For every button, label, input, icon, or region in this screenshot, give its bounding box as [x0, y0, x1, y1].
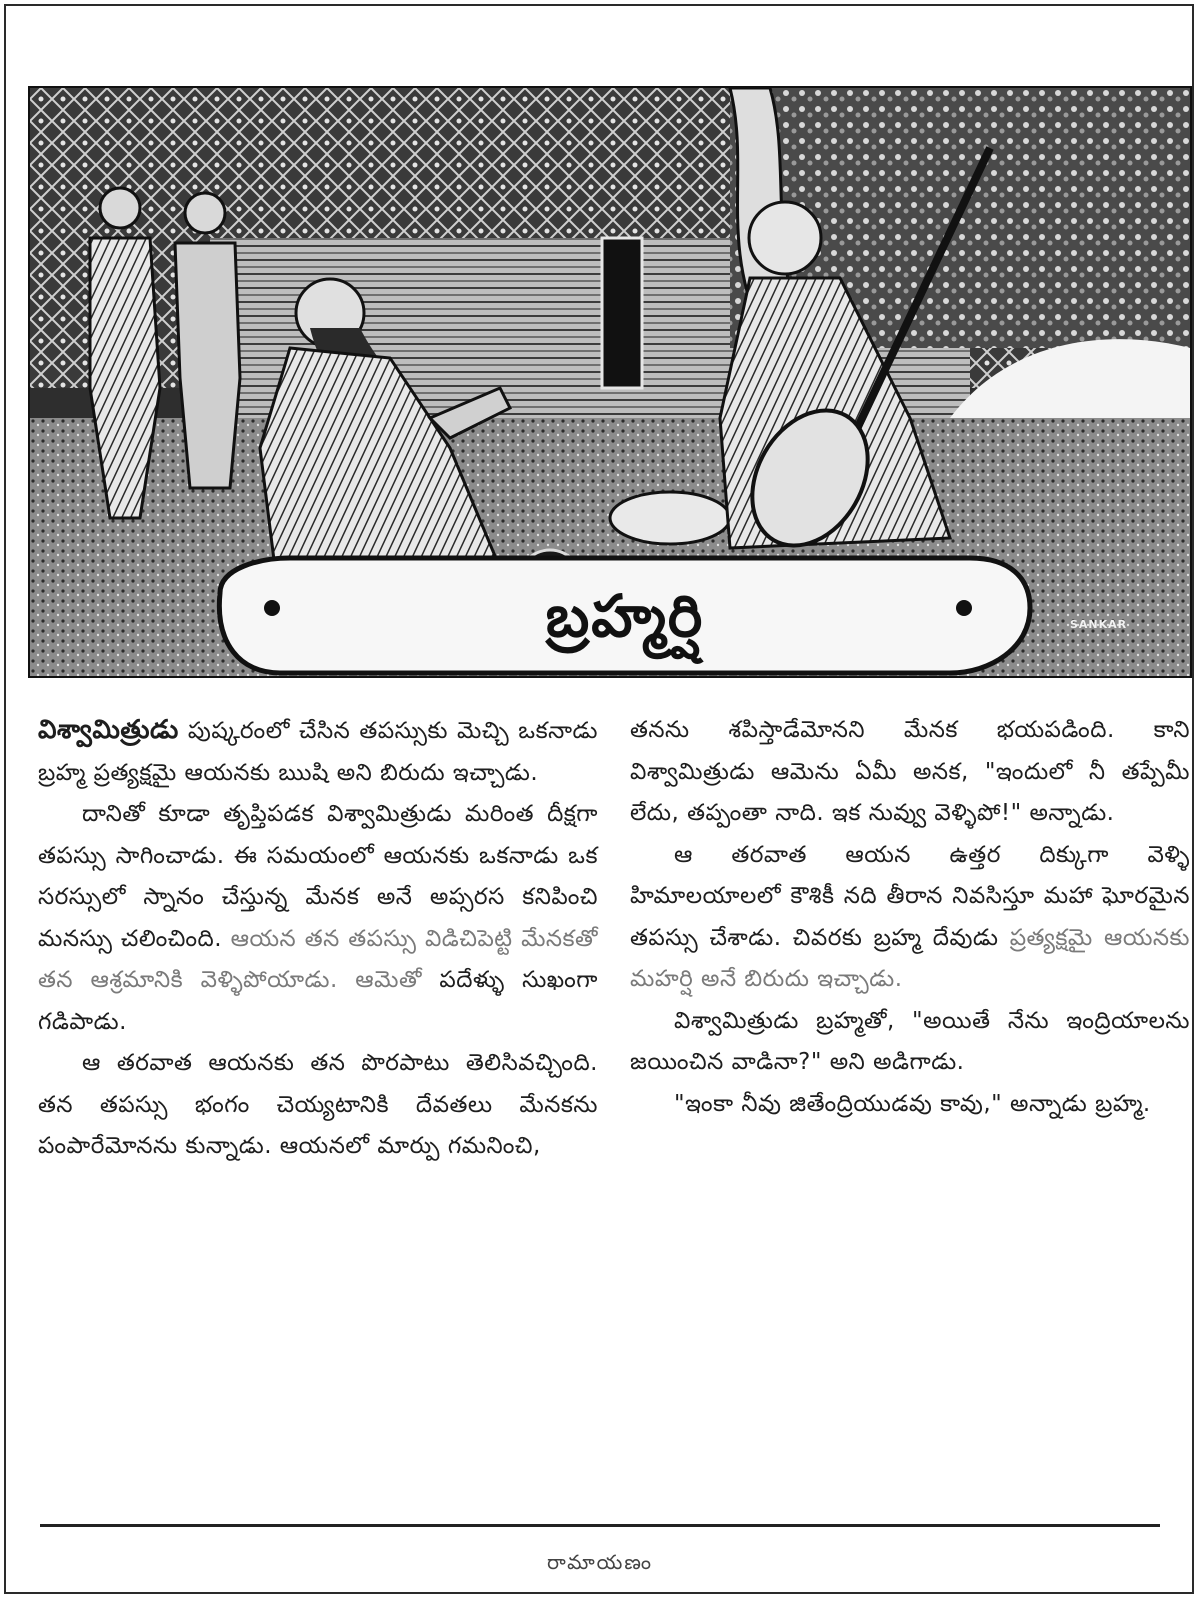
right-paragraph-1: తనను శపిస్తాడేమోనని మేనక భయపడింది. కాని విశ్వామిత్రుడు ఆమెను ఏమీ అనక, "ఇందులో నీ తప్పేమీ లేదు, తప్పంతా నాది. ఇక నువ్వు వెళ్ళిపో!" అన్నాడు.	[630, 717, 1190, 826]
left-paragraph-3: ఆ తరవాత ఆయనకు తన పొరపాటు తెలిసివచ్చింది. తన తపస్సు భంగం చెయ్యటానికి దేవతలు మేనకను పంపారేమోనను కున్నాడు. ఆయనలో మార్పు గమనించి,	[38, 1050, 598, 1159]
right-paragraph-2	[630, 835, 1190, 1001]
article-column-left	[38, 710, 598, 1168]
right-paragraph-3: విశ్వామిత్రుడు బ్రహ్మతో, "అయితే నేను ఇంద్రియాలను జయించిన వాడినా?" అని అడిగాడు.	[630, 1007, 1190, 1075]
lead-word: విశ్వామిత్రుడు	[38, 715, 179, 745]
left-paragraph-2	[38, 794, 598, 1043]
footer-rule	[40, 1524, 1160, 1527]
article-column-right	[630, 710, 1190, 1125]
left-paragraph-1	[38, 710, 598, 794]
right-paragraph-2-text: ఆ తరవాత ఆయన ఉత్తర దిక్కుగా వెళ్ళి హిమాలయాలలో కౌశికీ నది తీరాన నివసిస్తూ మహా ఘోరమైన తపస్సు చేశాడు. చివరకు బ్రహ్మ దేవుడు	[630, 841, 1190, 951]
story-illustration	[28, 86, 1192, 678]
illustration-title: బ్రహ్మర్షి	[545, 582, 705, 650]
left-paragraph-2-faded-text: ఆయన తన తపస్సు విడిచిపెట్టి మేనకతో తన ఆశ్రమానికి వెళ్ళిపోయాడు. ఆమెతో	[38, 925, 599, 993]
left-paragraph-2-end-text: పదేళ్ళు సుఖంగా గడిపాడు.	[38, 967, 598, 1035]
lamp-pillar	[602, 238, 642, 388]
left-paragraph-2-text: దానితో కూడా తృప్తిపడక విశ్వామిత్రుడు మరింత దీక్షగా తపస్సు సాగించాడు. ఈ సమయంలో ఆయనకు ఒకనాడు ఒక సరస్సులో స్నానం చేస్తున్న మేనక అనే అప్సరస కనిపించి మనస్సు చలించింది.	[38, 801, 598, 952]
right-paragraph-4: "ఇంకా నీవు జితేంద్రియుడవు కావు," అన్నాడు బ్రహ్మ.	[674, 1090, 1151, 1117]
footer-text: రామాయణం	[546, 1550, 654, 1574]
title-plaque	[219, 558, 1030, 673]
artist-signature: SANKAR	[1070, 618, 1128, 631]
right-paragraph-2-faded-text: ప్రత్యక్షమై ఆయనకు మహర్షి అనే బిరుదు ఇచ్చాడు.	[630, 924, 1191, 992]
left-paragraph-1-text: పుష్కరంలో చేసిన తపస్సుకు మెచ్చి ఒకనాడు బ్రహ్మ ప్రత్యక్షమై ఆయనకు ఋషి అని బిరుదు ఇచ్చాడు.	[38, 718, 598, 786]
offering-bowl	[610, 492, 730, 544]
